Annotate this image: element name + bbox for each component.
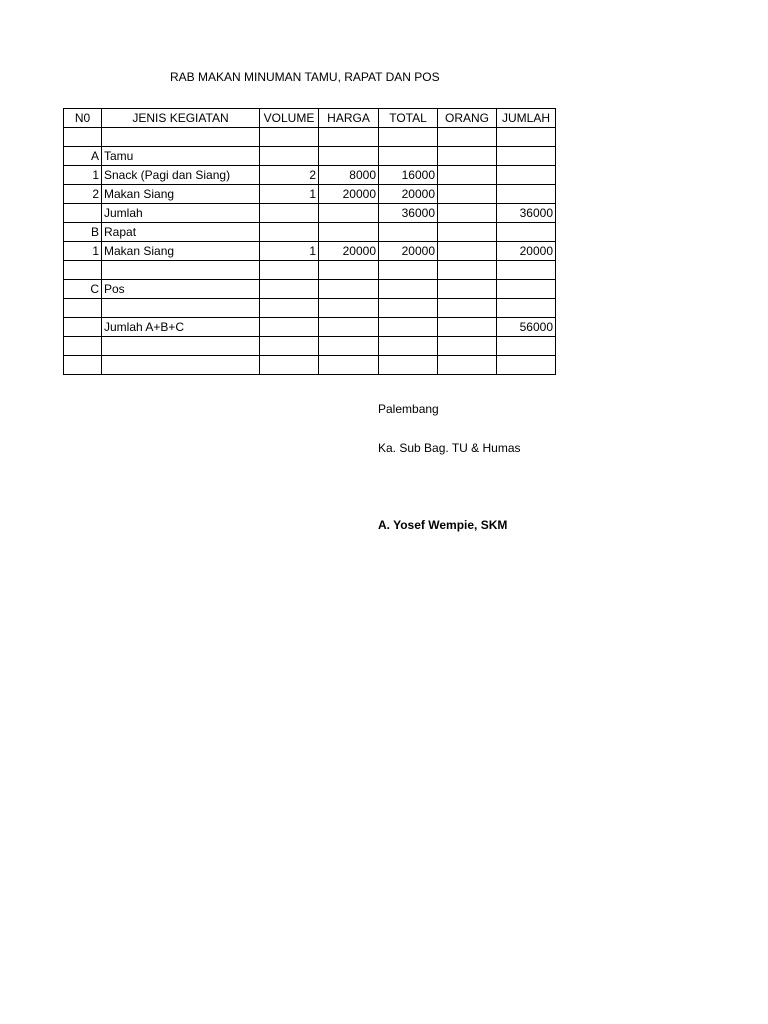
cell-jenis-kegiatan: Makan Siang xyxy=(102,242,260,261)
table-row xyxy=(64,128,556,147)
cell-volume: 1 xyxy=(260,185,319,204)
cell-harga xyxy=(319,337,379,356)
column-header-volume: VOLUME xyxy=(260,109,319,128)
table-row xyxy=(64,299,556,318)
cell-volume: 2 xyxy=(260,166,319,185)
cell-no: 2 xyxy=(64,185,102,204)
cell-no: B xyxy=(64,223,102,242)
cell-total xyxy=(379,337,438,356)
cell-harga xyxy=(319,223,379,242)
cell-no: 1 xyxy=(64,242,102,261)
cell-volume xyxy=(260,337,319,356)
cell-jumlah xyxy=(497,299,556,318)
cell-no xyxy=(64,356,102,375)
cell-volume xyxy=(260,280,319,299)
cell-no xyxy=(64,337,102,356)
cell-volume xyxy=(260,261,319,280)
table-row xyxy=(64,185,556,204)
cell-jenis-kegiatan xyxy=(102,261,260,280)
table-row xyxy=(64,242,556,261)
cell-orang xyxy=(438,204,497,223)
cell-no xyxy=(64,261,102,280)
cell-volume xyxy=(260,147,319,166)
cell-total xyxy=(379,280,438,299)
cell-jumlah xyxy=(497,337,556,356)
document-title: RAB MAKAN MINUMAN TAMU, RAPAT DAN POS xyxy=(170,70,440,84)
cell-no: A xyxy=(64,147,102,166)
cell-jumlah: 20000 xyxy=(497,242,556,261)
table-row xyxy=(64,166,556,185)
cell-total xyxy=(379,356,438,375)
cell-no: C xyxy=(64,280,102,299)
table-body xyxy=(64,128,556,375)
cell-total: 36000 xyxy=(379,204,438,223)
cell-total: 20000 xyxy=(379,242,438,261)
cell-volume xyxy=(260,318,319,337)
cell-volume xyxy=(260,204,319,223)
cell-total xyxy=(379,223,438,242)
cell-jumlah xyxy=(497,356,556,375)
cell-jumlah xyxy=(497,128,556,147)
cell-jenis-kegiatan xyxy=(102,299,260,318)
cell-jenis-kegiatan: Snack (Pagi dan Siang) xyxy=(102,166,260,185)
column-header-no: N0 xyxy=(64,109,102,128)
cell-harga: 8000 xyxy=(319,166,379,185)
cell-orang xyxy=(438,318,497,337)
cell-jenis-kegiatan: Pos xyxy=(102,280,260,299)
cell-orang xyxy=(438,337,497,356)
signature-position: Ka. Sub Bag. TU & Humas xyxy=(378,441,521,455)
cell-jenis-kegiatan: Makan Siang xyxy=(102,185,260,204)
table-row xyxy=(64,356,556,375)
cell-total: 20000 xyxy=(379,185,438,204)
cell-jumlah xyxy=(497,185,556,204)
cell-jumlah: 36000 xyxy=(497,204,556,223)
cell-orang xyxy=(438,356,497,375)
cell-total xyxy=(379,318,438,337)
signature-place: Palembang xyxy=(378,402,439,416)
cell-harga: 20000 xyxy=(319,185,379,204)
table-row xyxy=(64,147,556,166)
cell-harga xyxy=(319,147,379,166)
cell-jumlah xyxy=(497,223,556,242)
cell-jenis-kegiatan xyxy=(102,356,260,375)
table-row xyxy=(64,204,556,223)
cell-total: 16000 xyxy=(379,166,438,185)
column-header-orang: ORANG xyxy=(438,109,497,128)
cell-volume xyxy=(260,128,319,147)
column-header-harga: HARGA xyxy=(319,109,379,128)
cell-orang xyxy=(438,166,497,185)
cell-orang xyxy=(438,128,497,147)
cell-orang xyxy=(438,223,497,242)
cell-jumlah: 56000 xyxy=(497,318,556,337)
cell-harga xyxy=(319,299,379,318)
cell-jumlah xyxy=(497,147,556,166)
cell-orang xyxy=(438,299,497,318)
cell-orang xyxy=(438,147,497,166)
cell-jenis-kegiatan xyxy=(102,128,260,147)
cell-jenis-kegiatan xyxy=(102,337,260,356)
cell-jumlah xyxy=(497,261,556,280)
cell-jenis-kegiatan: Rapat xyxy=(102,223,260,242)
cell-orang xyxy=(438,185,497,204)
cell-no xyxy=(64,318,102,337)
cell-harga xyxy=(319,204,379,223)
cell-jenis-kegiatan: Tamu xyxy=(102,147,260,166)
cell-harga: 20000 xyxy=(319,242,379,261)
cell-total xyxy=(379,147,438,166)
cell-total xyxy=(379,261,438,280)
table-row xyxy=(64,318,556,337)
cell-volume: 1 xyxy=(260,242,319,261)
cell-no: 1 xyxy=(64,166,102,185)
cell-volume xyxy=(260,299,319,318)
table-row xyxy=(64,261,556,280)
signature-name: A. Yosef Wempie, SKM xyxy=(378,518,508,532)
cell-no xyxy=(64,128,102,147)
cell-harga xyxy=(319,261,379,280)
cell-volume xyxy=(260,223,319,242)
table-row xyxy=(64,280,556,299)
column-header-total: TOTAL xyxy=(379,109,438,128)
table-row xyxy=(64,337,556,356)
cell-jumlah xyxy=(497,280,556,299)
column-header-jumlah: JUMLAH xyxy=(497,109,556,128)
cell-harga xyxy=(319,318,379,337)
cell-total xyxy=(379,299,438,318)
cell-harga xyxy=(319,280,379,299)
cell-orang xyxy=(438,261,497,280)
cell-no xyxy=(64,299,102,318)
table-header-row xyxy=(64,109,556,128)
cell-orang xyxy=(438,242,497,261)
cell-orang xyxy=(438,280,497,299)
cell-jenis-kegiatan: Jumlah xyxy=(102,204,260,223)
cell-jumlah xyxy=(497,166,556,185)
cell-volume xyxy=(260,356,319,375)
cell-jenis-kegiatan: Jumlah A+B+C xyxy=(102,318,260,337)
column-header-jenis-kegiatan: JENIS KEGIATAN xyxy=(102,109,260,128)
rab-table xyxy=(63,108,556,375)
cell-no xyxy=(64,204,102,223)
cell-harga xyxy=(319,356,379,375)
cell-total xyxy=(379,128,438,147)
table-row xyxy=(64,223,556,242)
cell-harga xyxy=(319,128,379,147)
